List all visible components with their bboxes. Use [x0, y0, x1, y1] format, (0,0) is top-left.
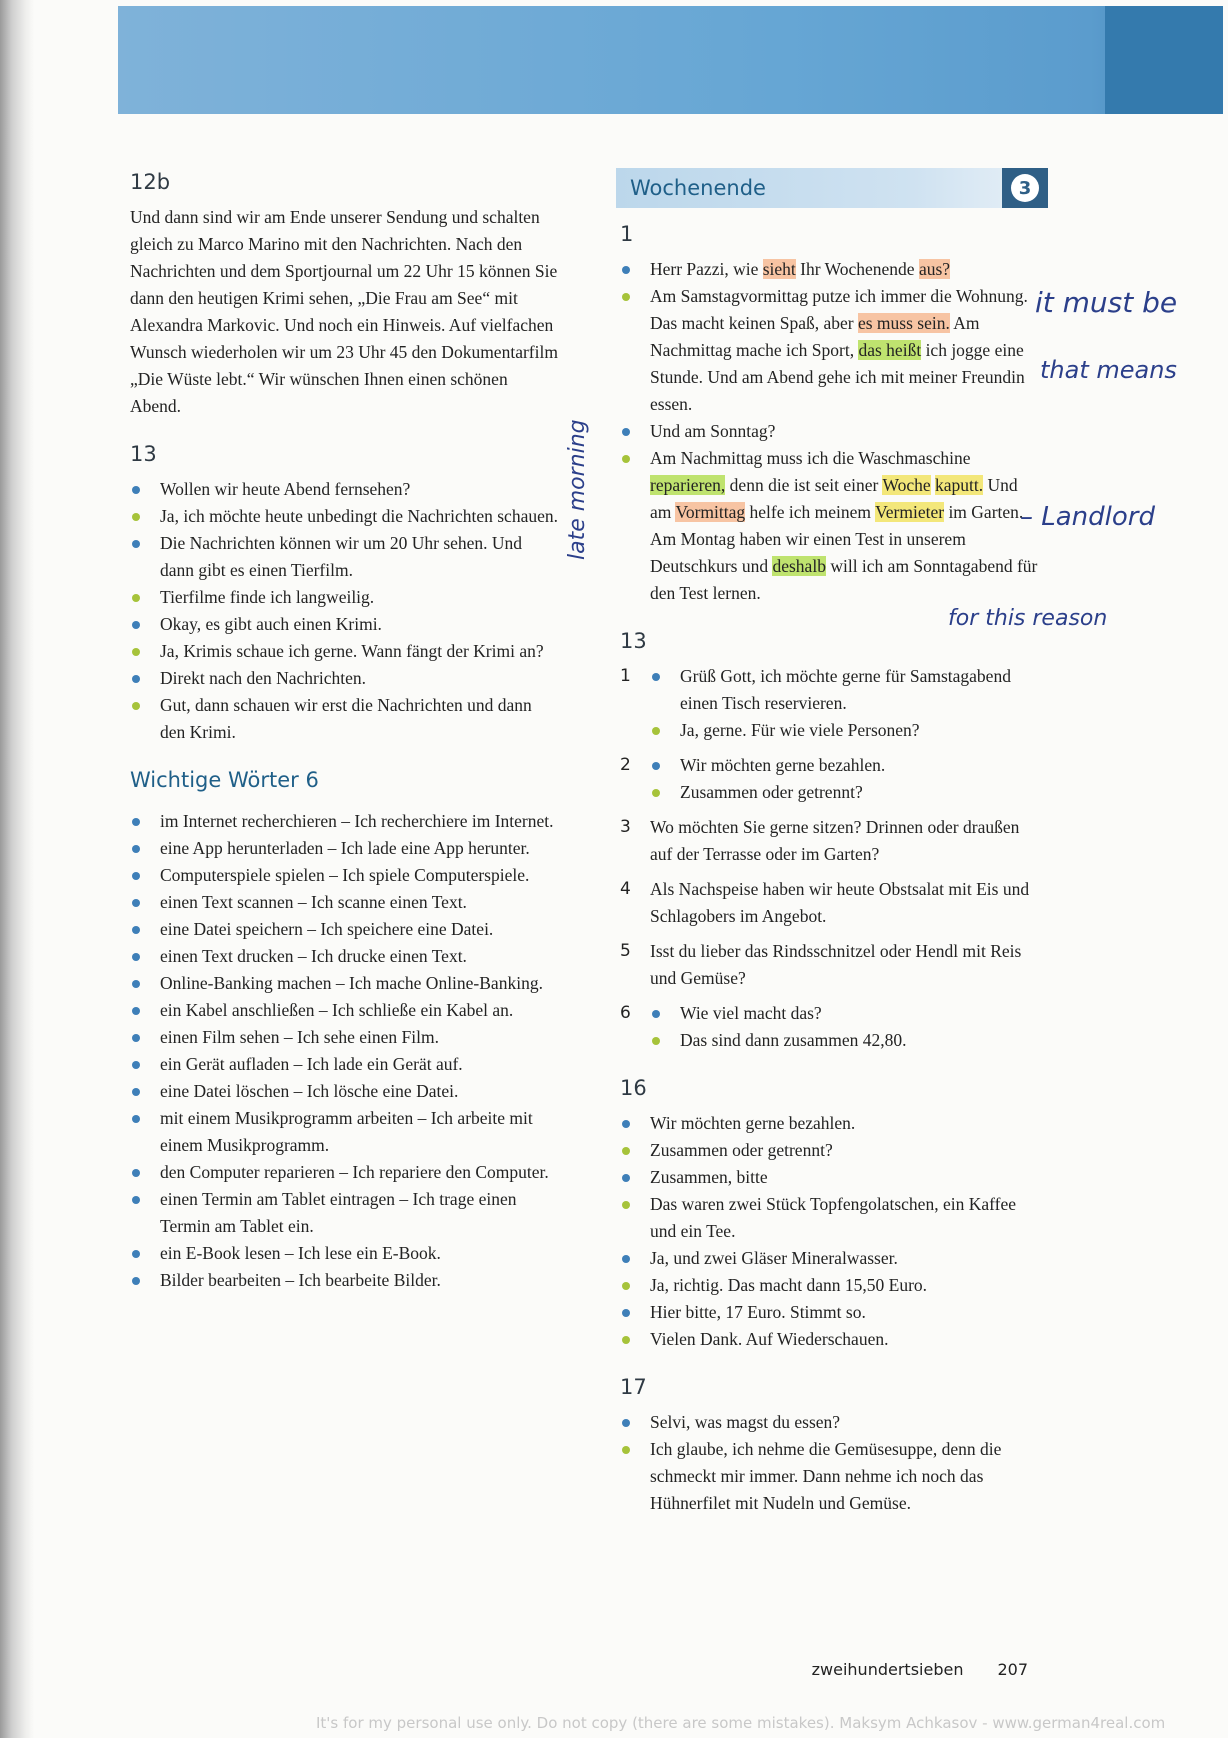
list-item: Zusammen, bitte [620, 1164, 1040, 1191]
numbered-item [620, 938, 1040, 992]
list-item: Direkt nach den Nachrichten. [130, 665, 560, 692]
list-item: im Internet recherchieren – Ich recherchiere im Internet. [130, 808, 560, 835]
left-column [130, 168, 560, 1314]
list-item: mit einem Musikprogramm arbeiten – Ich arbeite mit einem Musikprogramm. [130, 1105, 560, 1159]
list-item: ein E-Book lesen – Ich lese ein E-Book. [130, 1240, 560, 1267]
list-item: eine Datei löschen – Ich lösche eine Datei. [130, 1078, 560, 1105]
item-number: 3 [620, 817, 631, 837]
highlight: Woche [882, 475, 931, 495]
wochenende-number: 1 [620, 222, 634, 246]
list-item: Und am Sonntag? [620, 418, 1040, 445]
list-item: Computerspiele spielen – Ich spiele Computerspiele. [130, 862, 560, 889]
highlight: aus? [918, 259, 951, 279]
handwritten-note-for-this-reason: for this reason [948, 606, 1108, 631]
handwritten-note-late-morning: late morning [565, 419, 590, 560]
list-item: Vielen Dank. Auf Wiederschauen. [620, 1326, 1040, 1353]
header-band-dark-edge [1105, 6, 1223, 114]
wichtige-woerter-title: Wichtige Wörter 6 [130, 768, 319, 792]
handwritten-note-landlord: – Landlord [1020, 502, 1155, 532]
item-text: Isst du lieber das Rindsschnitzel oder Hendl mit Reis und Gemüse? [650, 941, 1022, 988]
list-item: Wir möchten gerne bezahlen. [650, 752, 1040, 779]
item-number: 4 [620, 879, 631, 899]
list-item: Grüß Gott, ich möchte gerne für Samstagabend einen Tisch reservieren. [650, 663, 1040, 717]
list-item: Ja, ich möchte heute unbedingt die Nachrichten schauen. [130, 503, 560, 530]
numbered-item [620, 1000, 1040, 1054]
wochenende-header [616, 168, 1040, 208]
list-item: Hier bitte, 17 Euro. Stimmt so. [620, 1299, 1040, 1326]
list-item: einen Termin am Tablet eintragen – Ich trage einen Termin am Tablet ein. [130, 1186, 560, 1240]
list-item: Ja, gerne. Für wie viele Personen? [650, 717, 1040, 744]
list-item: Herr Pazzi, wie sieht Ihr Wochenende aus? [620, 256, 1040, 283]
page-footer [812, 1660, 1028, 1679]
section-13-right [620, 627, 1040, 1054]
item-number: 5 [620, 941, 631, 961]
item-number: 6 [620, 1003, 631, 1023]
list-item: ein Kabel anschließen – Ich schließe ein Kabel an. [130, 997, 560, 1024]
page-number: 207 [997, 1660, 1028, 1679]
section-13-left [130, 440, 560, 746]
wochenende-title: Wochenende [630, 176, 766, 200]
numbered-item [620, 663, 1040, 744]
highlight: kaputt. [934, 475, 984, 495]
list-item: einen Text drucken – Ich drucke einen Text. [130, 943, 560, 970]
highlight: deshalb [772, 556, 826, 576]
section-16-title: 16 [620, 1076, 647, 1100]
right-column [620, 168, 1040, 1537]
list-item: Wir möchten gerne bezahlen. [620, 1110, 1040, 1137]
item-number: 2 [620, 755, 631, 775]
highlight: es muss sein. [857, 313, 950, 333]
list-item: Am Nachmittag muss ich die Waschmaschine reparieren, denn die ist seit einer Woche kaputt. Und am Vormittag helfe ich meinem Vermieter im Garten. Am Montag haben wir einen Test in unserem Deutschkurs und deshalb will ich am Sonntagabend für den Test lernen. [620, 445, 1040, 607]
list-item: Wie viel macht das? [650, 1000, 1040, 1027]
list-item: Ja, Krimis schaue ich gerne. Wann fängt der Krimi an? [130, 638, 560, 665]
section-wochenende-1 [620, 220, 1040, 607]
section-12b-text: Und dann sind wir am Ende unserer Sendung und schalten gleich zu Marco Marino mit den Nachrichten. Nach den Nachrichten und dem Sportjournal um 22 Uhr 15 können Sie dann den heutigen Krimi sehen, „Die Frau am See“ mit Alexandra Markovic. Und noch ein Hinweis. Auf vielfachen Wunsch wiederholen wir um 23 Uhr 45 den Dokumentarfilm „Die Wüste lebt.“ Wir wünschen Ihnen einen schönen Abend. [130, 207, 558, 416]
numbered-item [620, 752, 1040, 806]
section-17-title: 17 [620, 1375, 647, 1399]
page-number-word: zweihundertsieben [811, 1660, 964, 1679]
dialogue-list [620, 1409, 1040, 1517]
section-12b [130, 168, 560, 420]
item-text: Als Nachspeise haben wir heute Obstsalat mit Eis und Schlagobers im Angebot. [650, 879, 1030, 926]
list-item: Online-Banking machen – Ich mache Online-Banking. [130, 970, 560, 997]
item-number: 1 [620, 666, 631, 686]
section-16 [620, 1074, 1040, 1353]
list-item: Gut, dann schauen wir erst die Nachrichten und dann den Krimi. [130, 692, 560, 746]
list-item: Zusammen oder getrennt? [650, 779, 1040, 806]
list-item: Ja, und zwei Gläser Mineralwasser. [620, 1245, 1040, 1272]
section-17 [620, 1373, 1040, 1517]
highlight: das heißt [858, 340, 922, 360]
list-item: einen Film sehen – Ich sehe einen Film. [130, 1024, 560, 1051]
word-list [130, 808, 560, 1294]
list-item: ein Gerät aufladen – Ich lade ein Gerät auf. [130, 1051, 560, 1078]
list-item: Am Samstagvormittag putze ich immer die Wohnung. Das macht keinen Spaß, aber es muss sein. Am Nachmittag mache ich Sport, das heißt ich jogge eine Stunde. Und am Abend gehe ich mit meiner Freundin essen. [620, 283, 1040, 418]
book-spine-shadow [0, 0, 34, 1738]
list-item: Die Nachrichten können wir um 20 Uhr sehen. Und dann gibt es einen Tierfilm. [130, 530, 560, 584]
unit-badge [1002, 168, 1048, 208]
list-item: Ich glaube, ich nehme die Gemüsesuppe, denn die schmeckt mir immer. Dann nehme ich noch das Hühnerfilet mit Nudeln und Gemüse. [620, 1436, 1040, 1517]
list-item: Wollen wir heute Abend fernsehen? [130, 476, 560, 503]
list-item: eine App herunterladen – Ich lade eine App herunter. [130, 835, 560, 862]
dialogue-list [620, 256, 1040, 607]
section-13-left-title: 13 [130, 442, 157, 466]
list-item: Ja, richtig. Das macht dann 15,50 Euro. [620, 1272, 1040, 1299]
list-item: Tierfilme finde ich langweilig. [130, 584, 560, 611]
list-item: den Computer reparieren – Ich repariere den Computer. [130, 1159, 560, 1186]
highlight: reparieren, [650, 475, 726, 495]
handwritten-note-it-must-be: it must be [1035, 286, 1178, 319]
header-band [118, 6, 1223, 114]
highlight: Vormittag [675, 502, 746, 522]
list-item: Bilder bearbeiten – Ich bearbeite Bilder. [130, 1267, 560, 1294]
item-text: Wo möchten Sie gerne sitzen? Drinnen oder draußen auf der Terrasse oder im Garten? [650, 817, 1020, 864]
section-13-right-title: 13 [620, 629, 647, 653]
numbered-item [620, 814, 1040, 868]
list-item: Selvi, was magst du essen? [620, 1409, 1040, 1436]
highlight: Vermieter [875, 502, 945, 522]
watermark-text: It's for my personal use only. Do not copy (there are some mistakes). Maksym Achkasov - www.german4real.com [316, 1714, 1166, 1732]
dialogue-list [620, 1110, 1040, 1353]
list-item: Das waren zwei Stück Topfengolatschen, ein Kaffee und ein Tee. [620, 1191, 1040, 1245]
unit-badge-number: 3 [1011, 174, 1039, 202]
section-wichtige-woerter [130, 766, 560, 1294]
list-item: eine Datei speichern – Ich speichere eine Datei. [130, 916, 560, 943]
handwritten-note-that-means: that means [1040, 356, 1177, 384]
list-item: Das sind dann zusammen 42,80. [650, 1027, 1040, 1054]
highlight: sieht [762, 259, 796, 279]
list-item: Zusammen oder getrennt? [620, 1137, 1040, 1164]
numbered-item [620, 876, 1040, 930]
section-12b-title: 12b [130, 170, 171, 194]
list-item: Okay, es gibt auch einen Krimi. [130, 611, 560, 638]
dialogue-list [130, 476, 560, 746]
list-item: einen Text scannen – Ich scanne einen Text. [130, 889, 560, 916]
